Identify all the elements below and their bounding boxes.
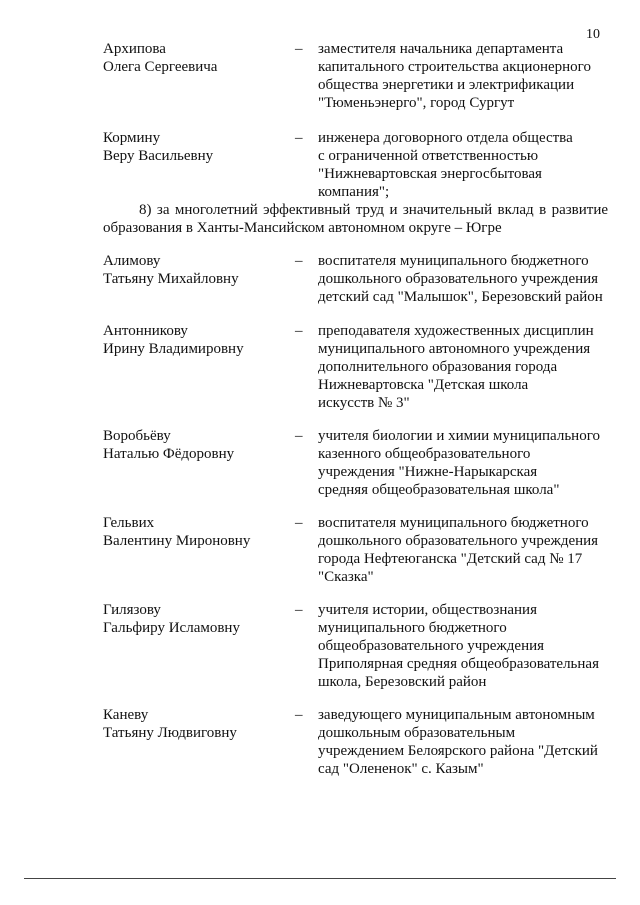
person-position: заведующего муниципальным автономным дошкольным образовательным учреждением Белоярского района "Детский сад "Олененок" с. Казым" <box>318 707 598 777</box>
person-name: Гельвих Валентину Мироновну <box>103 515 251 549</box>
section-line: 8) за многолетний эффективный труд и значительный вклад в развитие <box>139 202 608 218</box>
dash: – <box>295 253 303 269</box>
person-name: Каневу Татьяну Людвиговну <box>103 707 237 741</box>
person-position: учителя биологии и химии муниципального казенного общеобразовательного учреждения "Нижне-Нарыкарская средняя общеобразовательная школа" <box>318 428 600 498</box>
person-position: воспитателя муниципального бюджетного дошкольного образовательного учреждения детский сад "Малышок", Березовский район <box>318 253 603 305</box>
person-name: Гилязову Гальфиру Исламовну <box>103 602 240 636</box>
person-position: заместителя начальника департамента капитального строительства акционерного общества энергетики и электрификации "Тюменьэнерго", город Сургут <box>318 41 591 111</box>
person-position: учителя истории, обществознания муниципального бюджетного общеобразовательного учреждения Приполярная средняя общеобразовательная школа, Березовский район <box>318 602 599 690</box>
dash: – <box>295 130 303 146</box>
person-position: преподавателя художественных дисциплин муниципального автономного учреждения дополнительного образования города Нижневартовска "Детская школа искусств № 3" <box>318 323 594 411</box>
person-name: Антонникову Ирину Владимировну <box>103 323 244 357</box>
person-position: инженера договорного отдела общества с ограниченной ответственностью "Нижневартовская энергосбытовая компания"; <box>318 130 573 200</box>
person-name: Алимову Татьяну Михайловну <box>103 253 239 287</box>
person-position: воспитателя муниципального бюджетного дошкольного образовательного учреждения города Нефтеюганска "Детский сад № 17 "Сказка" <box>318 515 599 585</box>
section-paragraph <box>103 201 608 237</box>
dash: – <box>295 515 303 531</box>
person-name: Кормину Веру Васильевну <box>103 130 214 164</box>
dash: – <box>295 602 303 618</box>
person-name: Архипова Олега Сергеевича <box>103 41 218 75</box>
dash: – <box>295 707 303 723</box>
page-number: 10 <box>586 27 600 42</box>
person-name: Воробьёву Наталью Фёдоровну <box>103 428 235 462</box>
section-line: образования в Ханты-Мансийском автономном округе – Югре <box>103 220 502 236</box>
dash: – <box>295 41 303 57</box>
dash: – <box>295 323 303 339</box>
dash: – <box>295 428 303 444</box>
footer-divider <box>24 878 616 879</box>
